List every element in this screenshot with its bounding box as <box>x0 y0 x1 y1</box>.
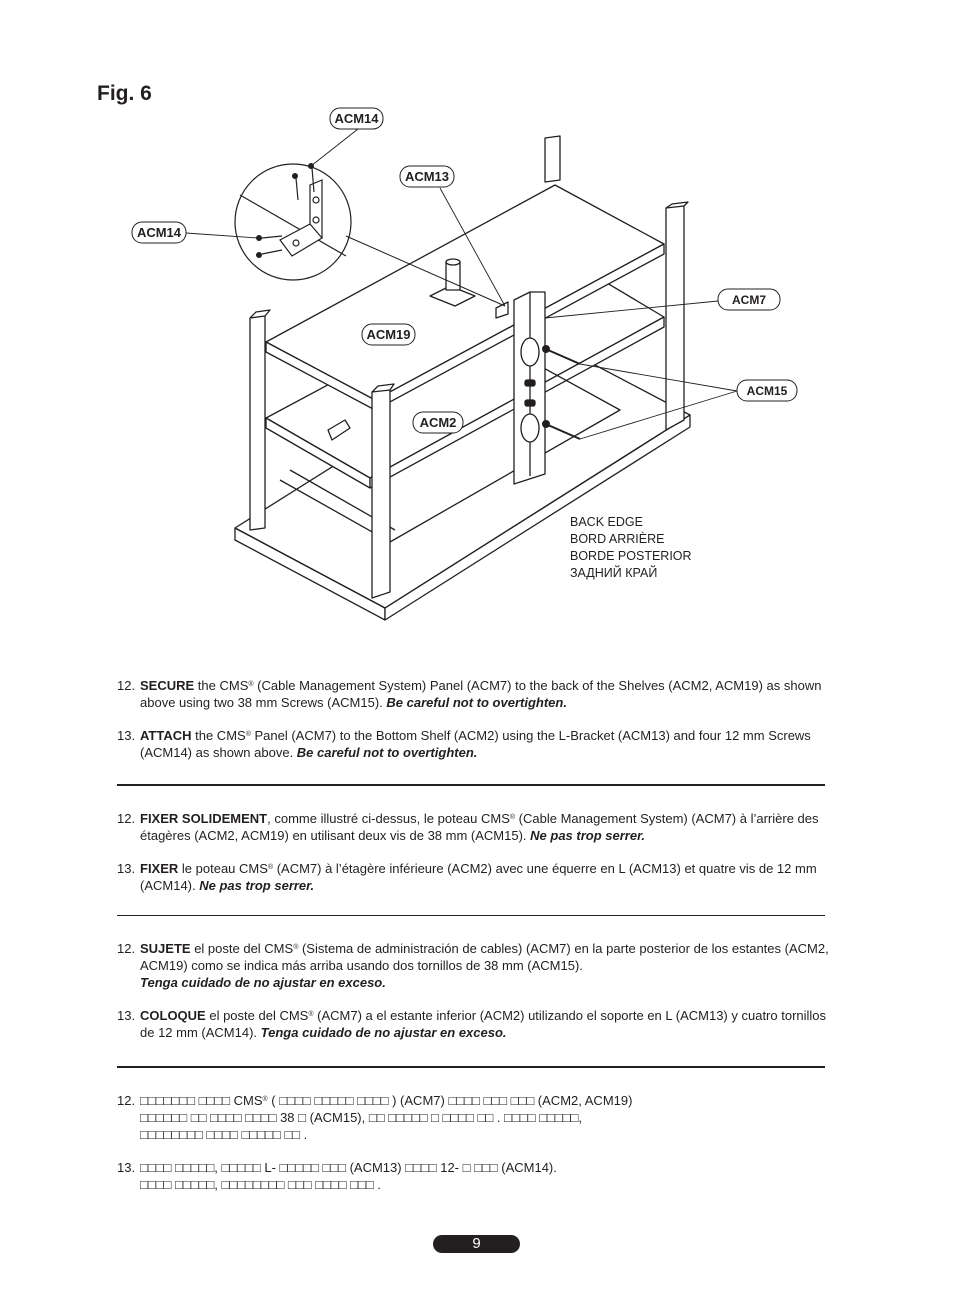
step-12-es: 12. SUJETE el poste del CMS® (Sistema de administración de cables) (ACM7) en la parte posterior de los estantes (ACM2, ACM19) como se indica más arriba usando dos tornillos de 38 mm (ACM15). Tenga cuidado de no ajustar en exceso. <box>117 941 829 990</box>
figure-title: Fig. 6 <box>97 82 152 105</box>
callout-acm2: ACM2 <box>419 415 457 430</box>
step-12-en: 12. SECURE the CMS® (Cable Management System) Panel (ACM7) to the back of the Shelves (ACM2, ACM19) as shown above using two 38 mm Screws (ACM15). Be careful not to overtighten. <box>117 678 822 710</box>
instructions-english <box>117 677 837 777</box>
step-verb: SUJETE <box>140 941 191 956</box>
step-verb: FIXER SOLIDEMENT <box>140 811 268 826</box>
leg-back-right <box>666 206 684 430</box>
divider <box>117 1066 825 1068</box>
back-edge-ru: ЗАДНИЙ КРАЙ <box>570 566 658 580</box>
instructions-spanish <box>117 940 837 1057</box>
back-edge-label <box>570 514 692 582</box>
step-13-es: 13. COLOQUE el poste del CMS® (ACM7) a el estante inferior (ACM2) utilizando el soporte en L (ACM13) y cuatro tornillos de 12 mm (ACM14). Tenga cuidado de no ajustar en exceso. <box>117 1008 827 1040</box>
step-verb: ATTACH <box>140 728 192 743</box>
instructions-russian <box>117 1092 837 1209</box>
detail-circle <box>235 164 351 280</box>
back-edge-es: BORDE POSTERIOR <box>570 549 692 563</box>
warning-text: Be careful not to overtighten. <box>386 695 567 710</box>
page-number: 9 <box>433 1235 520 1253</box>
warning-text: Ne pas trop serrer. <box>199 878 315 893</box>
warning-text: Ne pas trop serrer. <box>530 828 646 843</box>
leg-back-left <box>545 136 560 182</box>
step-12-fr: 12. FIXER SOLIDEMENT, comme illustré ci-dessus, le poteau CMS® (Cable Management System) (ACM7) à l’arrière des étagères (ACM2, ACM19) en utilisant deux vis de 38 mm (ACM15). Ne pas trop serrer. <box>117 811 819 843</box>
warning-text: Tenga cuidado de no ajustar en exceso. <box>140 975 386 990</box>
leg-front-right <box>372 390 390 598</box>
step-verb: COLOQUE <box>140 1008 206 1023</box>
base-plinth <box>235 528 385 620</box>
instructions-french <box>117 810 837 910</box>
callout-acm13: ACM13 <box>404 169 450 184</box>
callout-acm19: ACM19 <box>366 327 411 342</box>
divider <box>117 784 825 786</box>
divider <box>117 915 825 916</box>
step-13-fr: 13. FIXER le poteau CMS® (ACM7) à l’étagère inférieure (ACM2) avec une équerre en L (ACM13) et quatre vis de 12 mm (ACM14). Ne pas trop serrer. <box>117 861 817 893</box>
callout-acm14-left: ACM14 <box>136 225 182 240</box>
callout-acm14-top: ACM14 <box>334 111 379 126</box>
step-verb: FIXER <box>140 861 179 876</box>
callout-acm7: ACM7 <box>731 293 767 307</box>
step-verb: SECURE <box>140 678 195 693</box>
step-13-ru: 13. □□□□ □□□□□, □□□□□ L- □□□□□ □□□ (ACM13) □□□□ 12- □ □□□ (ACM14). □□□□ □□□□□, □□□□□□□□ □□□ □□□□ □□□ . <box>117 1160 557 1192</box>
step-13-en: 13. ATTACH the CMS® Panel (ACM7) to the Bottom Shelf (ACM2) using the L-Bracket (ACM13) and four 12 mm Screws (ACM14) as shown above. Be careful not to overtighten. <box>117 728 811 760</box>
warning-text: Tenga cuidado de no ajustar en exceso. <box>260 1025 507 1040</box>
leg-front-left <box>250 316 265 530</box>
callout-acm15: ACM15 <box>746 384 788 398</box>
warning-text: Be careful not to overtighten. <box>296 745 478 760</box>
step-12-ru: 12. □□□□□□□ □□□□ CMS® ( □□□□ □□□□□ □□□□ ) (ACM7) □□□□ □□□ □□□ (ACM2, ACM19) □□□□□□ □□ □□□□ □□□□ 38 □ (ACM15), □□ □□□□□ □ □□□□ □□ . □□□□ □□□□□, □□□□□□□□ □□□□ □□□□□ □□ . <box>117 1093 633 1142</box>
back-edge-fr: BORD ARRIÈRE <box>570 532 665 546</box>
back-edge-en: BACK EDGE <box>570 515 643 529</box>
